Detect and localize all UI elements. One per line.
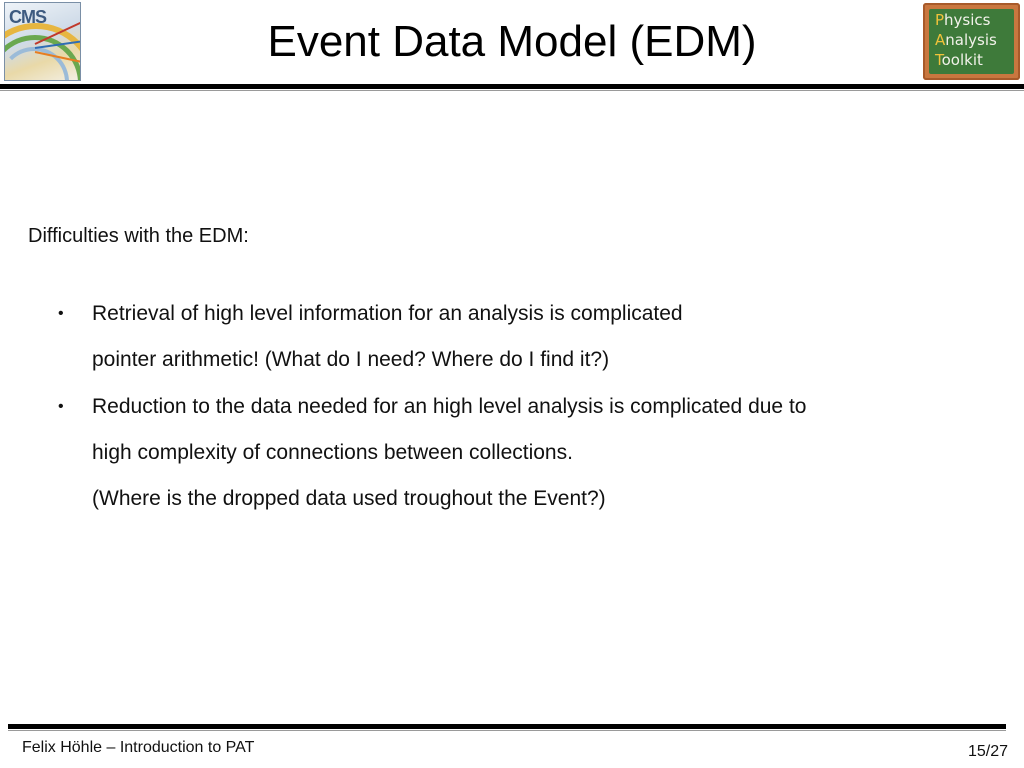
footer-divider: [8, 724, 1006, 729]
footer-divider-shadow: [8, 730, 1006, 731]
bullet-marker: •: [58, 398, 64, 415]
bullet-2-line-3: (Where is the dropped data used troughout the Event?): [92, 487, 606, 510]
footer-author-title: Felix Höhle – Introduction to PAT: [22, 739, 255, 756]
header-divider-shadow: [0, 90, 1024, 91]
header-divider: [0, 84, 1024, 89]
pat-logo-line: Toolkit: [935, 51, 983, 69]
slide-title: Event Data Model (EDM): [267, 17, 757, 66]
bullet-marker: •: [58, 305, 64, 322]
pat-logo: [923, 3, 1020, 80]
pat-logo-line: Analysis: [935, 31, 997, 49]
bullet-2-line-2: high complexity of connections between collections.: [92, 441, 573, 464]
page-number: 15/27: [967, 743, 1008, 760]
slide-header: [0, 0, 1024, 88]
bullet-1-line-2: pointer arithmetic! (What do I need? Where do I find it?): [92, 348, 610, 371]
intro-text: Difficulties with the EDM:: [28, 225, 249, 247]
bullet-2-line-1: Reduction to the data needed for an high level analysis is complicated due to: [92, 395, 807, 418]
cms-logo-text: CMS: [9, 7, 46, 27]
bullet-1-line-1: Retrieval of high level information for an analysis is complicated: [92, 302, 683, 325]
pat-logo-line: Physics: [935, 11, 991, 29]
